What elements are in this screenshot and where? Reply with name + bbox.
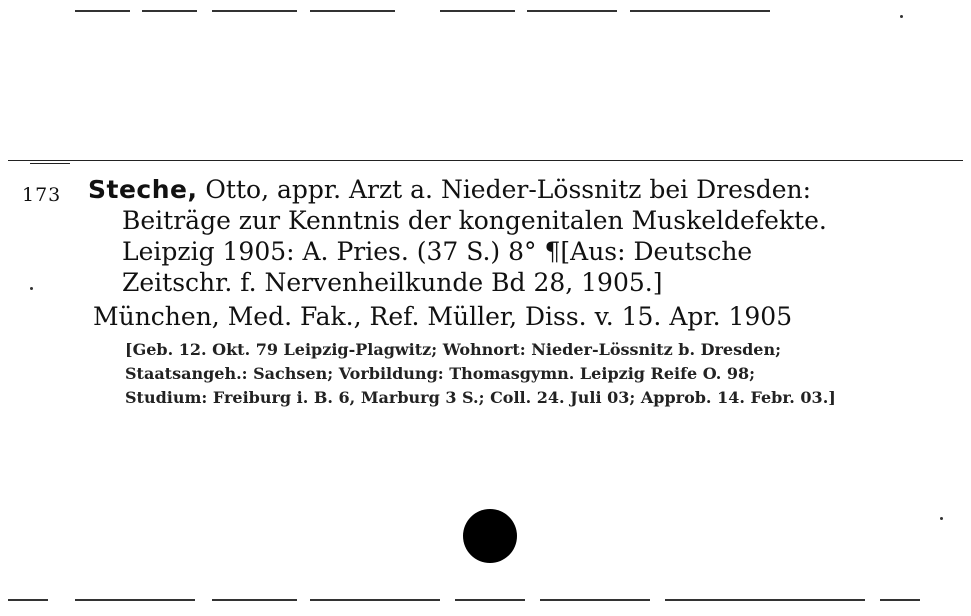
entry-line-4: Zeitschr. f. Nervenheilkunde Bd 28, 1905.]	[122, 268, 663, 297]
entry-line-1	[88, 174, 888, 205]
top-border-dash	[75, 10, 130, 12]
entry-line-2: Beiträge zur Kenntnis der kongenitalen Muskeldefekte.	[122, 206, 827, 235]
bottom-border-dash	[665, 599, 865, 601]
bottom-border-dash	[880, 599, 920, 601]
author-name: Steche,	[88, 175, 198, 204]
speck-mark	[940, 517, 943, 520]
speck-mark	[30, 287, 33, 290]
top-border-dash	[527, 10, 617, 12]
punch-hole	[463, 509, 517, 563]
entry-line-3: Leipzig 1905: A. Pries. (37 S.) 8° ¶[Aus: Deutsche	[122, 237, 753, 266]
author-details: Otto, appr. Arzt a. Nieder-Lössnitz bei Dresden:	[197, 175, 812, 204]
separator-rule	[30, 163, 70, 164]
top-border-dash	[142, 10, 197, 12]
details-line-2: Staatsangeh.: Sachsen; Vorbildung: Thomasgymn. Leipzig Reife O. 98;	[125, 364, 756, 383]
faculty-line: München, Med. Fak., Ref. Müller, Diss. v. 15. Apr. 1905	[93, 302, 793, 331]
separator-rule	[8, 160, 963, 161]
biographical-details	[125, 338, 836, 410]
top-border-dash	[212, 10, 297, 12]
speck-mark	[900, 15, 903, 18]
bottom-border-dash	[310, 599, 440, 601]
details-line-3: Studium: Freiburg i. B. 6, Marburg 3 S.; Coll. 24. Juli 03; Approb. 14. Febr. 03.]	[125, 388, 836, 407]
details-line-1: [Geb. 12. Okt. 79 Leipzig-Plagwitz; Wohnort: Nieder-Lössnitz b. Dresden;	[125, 340, 782, 359]
top-border-dash	[440, 10, 515, 12]
bottom-border-dash	[540, 599, 650, 601]
bottom-border-dash	[455, 599, 525, 601]
top-border-dash	[630, 10, 770, 12]
entry-number: 173	[22, 184, 62, 206]
entry-main-text	[88, 174, 888, 298]
bottom-border-dash	[212, 599, 297, 601]
bottom-border-dash	[75, 599, 195, 601]
top-border-dash	[310, 10, 395, 12]
bottom-border-dash	[8, 599, 48, 601]
